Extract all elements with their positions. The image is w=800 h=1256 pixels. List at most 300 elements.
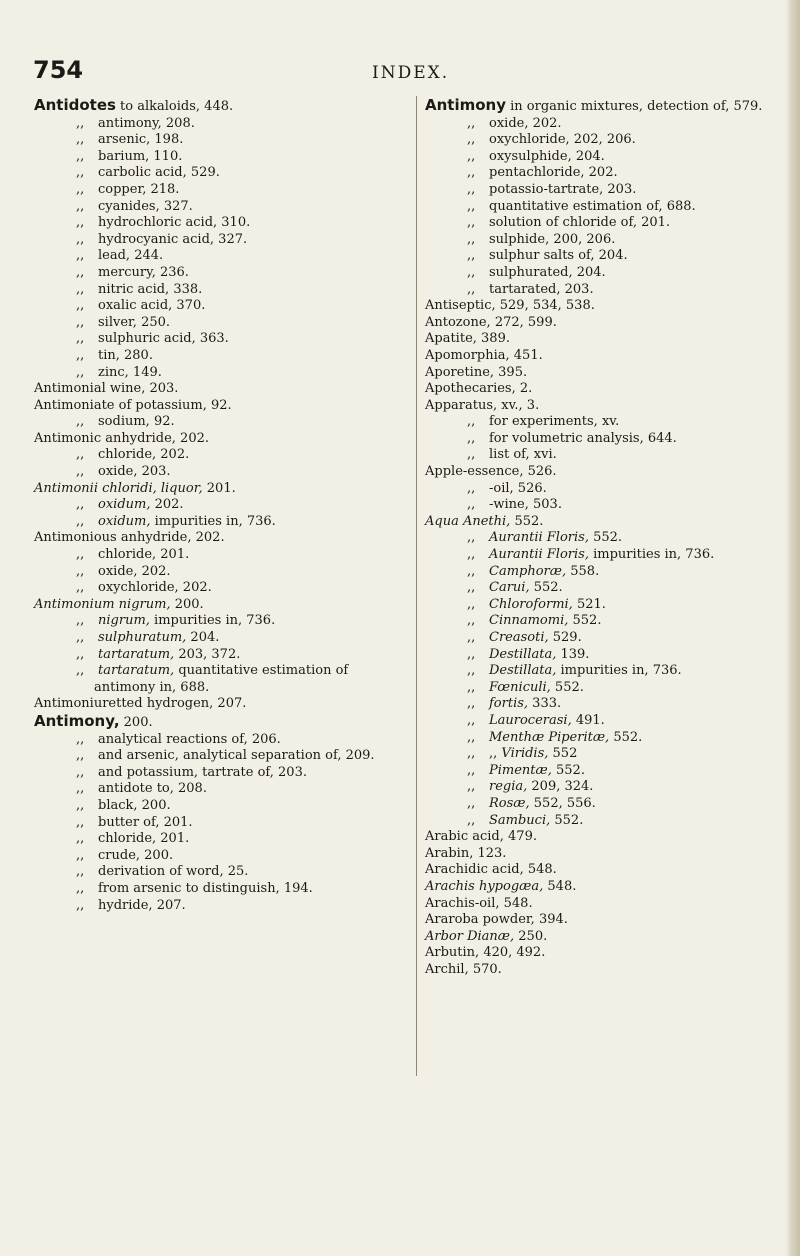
entry-text: 529. bbox=[548, 630, 582, 645]
index-subentry bbox=[425, 647, 800, 664]
entry-text: 552. bbox=[551, 762, 585, 778]
entry-text: hydrochloric acid, 310. bbox=[98, 215, 251, 231]
entry-text: Antiseptic, 529, 534, 538. bbox=[425, 298, 595, 314]
ditto-mark: ,, bbox=[467, 547, 476, 563]
entry-text: chloride, 201. bbox=[98, 547, 190, 563]
ditto-mark: ,, bbox=[76, 414, 85, 430]
index-subentry bbox=[34, 497, 409, 514]
entry-text: Arachis-oil, 548. bbox=[425, 895, 533, 911]
entry-text: and arsenic, analytical separation of, 209. bbox=[98, 748, 375, 764]
entry-text: oxide, 202. bbox=[98, 563, 171, 579]
entry-text: Antimoniate of potassium, 92. bbox=[34, 397, 232, 413]
entry-text: oxide, 202. bbox=[489, 115, 562, 131]
index-subentry bbox=[425, 713, 800, 730]
index-subentry bbox=[425, 116, 800, 133]
entry-text: potassio-tartrate, 203. bbox=[489, 181, 637, 197]
index-entry bbox=[34, 481, 409, 498]
entry-text: pentachloride, 202. bbox=[489, 165, 618, 181]
ditto-mark: ,, bbox=[467, 198, 476, 214]
index-subentry bbox=[425, 630, 800, 647]
index-subentry bbox=[425, 746, 800, 763]
entry-text: tartaratum, bbox=[98, 646, 175, 662]
ditto-mark: ,, bbox=[467, 812, 476, 828]
entry-text: oxychloride, 202. bbox=[98, 580, 212, 596]
entry-text: Cinnamomi, bbox=[489, 613, 569, 629]
ditto-mark: ,, bbox=[76, 864, 85, 880]
index-subentry bbox=[34, 447, 409, 464]
index-subentry bbox=[425, 182, 800, 199]
ditto-mark: ,, bbox=[76, 497, 85, 513]
ditto-mark: ,, bbox=[467, 447, 476, 463]
index-subentry bbox=[34, 831, 409, 848]
ditto-mark: ,, bbox=[467, 762, 476, 778]
index-subentry bbox=[34, 315, 409, 332]
index-subentry bbox=[34, 265, 409, 282]
entry-text: cyanides, 327. bbox=[98, 198, 193, 214]
ditto-mark: ,, bbox=[76, 646, 85, 662]
entry-text: copper, 218. bbox=[98, 181, 180, 197]
index-subentry bbox=[425, 165, 800, 182]
entry-text: in organic mixtures, detection of, 579. bbox=[506, 99, 763, 114]
index-entry bbox=[425, 945, 800, 962]
index-subentry bbox=[34, 647, 409, 664]
entry-text: 200. bbox=[119, 714, 153, 730]
entry-text: fortis, bbox=[489, 696, 529, 712]
index-entry bbox=[425, 97, 800, 116]
entry-text: 552. bbox=[550, 812, 584, 828]
index-entry bbox=[425, 829, 800, 846]
index-entry bbox=[425, 365, 800, 382]
index-subentry bbox=[34, 748, 409, 765]
ditto-mark: ,, bbox=[76, 630, 85, 645]
ditto-mark: ,, bbox=[467, 215, 476, 231]
index-entry bbox=[34, 597, 409, 614]
entry-text: 552 bbox=[548, 746, 578, 762]
index-subentry bbox=[425, 547, 800, 564]
entry-text: lead, 244. bbox=[98, 248, 164, 264]
index-subentry bbox=[34, 781, 409, 798]
entry-text: Destillata, bbox=[489, 663, 557, 679]
ditto-mark: ,, bbox=[76, 613, 85, 629]
index-subentry bbox=[34, 116, 409, 133]
entry-text: 203, 372. bbox=[174, 646, 241, 662]
entry-text: impurities in, 736. bbox=[150, 513, 276, 529]
ditto-mark: ,, bbox=[467, 281, 476, 297]
entry-text: 202. bbox=[150, 497, 184, 513]
index-entry bbox=[425, 896, 800, 913]
entry-text: Archil, 570. bbox=[425, 961, 502, 977]
entry-text: to alkaloids, 448. bbox=[115, 99, 234, 114]
ditto-mark: ,, bbox=[76, 181, 85, 197]
ditto-mark: ,, bbox=[76, 781, 85, 797]
ditto-mark: ,, bbox=[76, 264, 85, 280]
ditto-mark: ,, bbox=[467, 430, 476, 446]
index-entry bbox=[425, 514, 800, 531]
entry-text: Arbor Dianæ, bbox=[425, 928, 515, 944]
entry-text: Antimony bbox=[425, 96, 506, 114]
entry-text: Arabic acid, 479. bbox=[425, 829, 537, 845]
entry-text: Apparatus, xv., 3. bbox=[425, 397, 540, 413]
entry-text: ,, bbox=[489, 746, 502, 762]
entry-text: sulphur salts of, 204. bbox=[489, 248, 628, 264]
ditto-mark: ,, bbox=[76, 148, 85, 164]
index-subentry bbox=[34, 898, 409, 915]
index-entry bbox=[34, 398, 409, 415]
ditto-mark: ,, bbox=[76, 748, 85, 764]
ditto-mark: ,, bbox=[467, 613, 476, 629]
ditto-mark: ,, bbox=[467, 630, 476, 645]
index-subentry bbox=[34, 248, 409, 265]
entry-text: crude, 200. bbox=[98, 847, 174, 863]
index-subentry bbox=[34, 464, 409, 481]
entry-text: oxide, 203. bbox=[98, 464, 171, 480]
index-subentry bbox=[34, 298, 409, 315]
index-subentry bbox=[425, 431, 800, 448]
entry-text: impurities in, 736. bbox=[556, 663, 682, 679]
ditto-mark: ,, bbox=[76, 447, 85, 463]
entry-text: nigrum, bbox=[98, 613, 150, 629]
index-entry bbox=[425, 381, 800, 398]
page-title: INDEX. bbox=[372, 63, 450, 83]
index-subentry bbox=[34, 798, 409, 815]
index-subentry bbox=[34, 182, 409, 199]
index-subentry bbox=[34, 663, 409, 696]
index-entry bbox=[34, 431, 409, 448]
index-subentry bbox=[425, 564, 800, 581]
entry-text: tin, 280. bbox=[98, 347, 153, 363]
index-subentry bbox=[34, 864, 409, 881]
entry-text: 204. bbox=[186, 630, 220, 645]
ditto-mark: ,, bbox=[76, 132, 85, 148]
ditto-mark: ,, bbox=[467, 248, 476, 264]
entry-text: 552. bbox=[510, 513, 544, 529]
ditto-mark: ,, bbox=[76, 731, 85, 747]
index-entry bbox=[425, 912, 800, 929]
entry-text: mercury, 236. bbox=[98, 264, 189, 280]
entry-text: from arsenic to distinguish, 194. bbox=[98, 880, 313, 896]
index-subentry bbox=[34, 414, 409, 431]
ditto-mark: ,, bbox=[467, 181, 476, 197]
ditto-mark: ,, bbox=[467, 231, 476, 247]
ditto-mark: ,, bbox=[467, 712, 476, 728]
entry-text: 521. bbox=[572, 596, 606, 612]
index-subentry bbox=[425, 215, 800, 232]
entry-text: 552. bbox=[529, 580, 563, 596]
index-subentry bbox=[34, 630, 409, 647]
index-subentry bbox=[425, 796, 800, 813]
index-entry bbox=[425, 464, 800, 481]
ditto-mark: ,, bbox=[467, 115, 476, 131]
index-entry bbox=[34, 696, 409, 713]
entry-text: impurities in, 736. bbox=[149, 613, 276, 629]
entry-text: -oil, 526. bbox=[489, 480, 547, 496]
entry-text: Pimentæ, bbox=[489, 762, 552, 778]
ditto-mark: ,, bbox=[76, 115, 85, 131]
index-subentry bbox=[425, 663, 800, 680]
left-column bbox=[34, 97, 409, 914]
ditto-mark: ,, bbox=[76, 215, 85, 231]
entry-text: hydrocyanic acid, 327. bbox=[98, 231, 248, 247]
index-subentry bbox=[34, 165, 409, 182]
entry-text: Chloroformi, bbox=[489, 596, 573, 612]
index-subentry bbox=[425, 730, 800, 747]
entry-text: black, 200. bbox=[98, 797, 171, 813]
ditto-mark: ,, bbox=[76, 764, 85, 780]
entry-text: Antimonii chloridi, liquor, bbox=[34, 480, 203, 496]
ditto-mark: ,, bbox=[76, 513, 85, 529]
entry-text: Apomorphia, 451. bbox=[425, 347, 543, 363]
entry-text: sulphuric acid, 363. bbox=[98, 331, 229, 347]
ditto-mark: ,, bbox=[467, 729, 476, 745]
entry-text: 139. bbox=[556, 646, 590, 662]
entry-text: Araroba powder, 394. bbox=[425, 912, 568, 928]
index-subentry bbox=[34, 199, 409, 216]
ditto-mark: ,, bbox=[467, 596, 476, 612]
index-subentry bbox=[425, 763, 800, 780]
entry-text: oxysulphide, 204. bbox=[489, 148, 605, 164]
entry-text: -wine, 503. bbox=[489, 497, 562, 513]
entry-text: Antozone, 272, 599. bbox=[425, 314, 557, 330]
entry-text: 552. bbox=[609, 729, 643, 745]
entry-text: Apatite, 389. bbox=[425, 331, 510, 347]
ditto-mark: ,, bbox=[467, 148, 476, 164]
entry-text: 209, 324. bbox=[527, 779, 594, 795]
entry-text: Menthæ Piperitæ, bbox=[489, 729, 610, 745]
ditto-mark: ,, bbox=[76, 198, 85, 214]
index-subentry bbox=[34, 348, 409, 365]
ditto-mark: ,, bbox=[76, 298, 85, 314]
index-entry bbox=[425, 862, 800, 879]
ditto-mark: ,, bbox=[76, 663, 85, 679]
entry-text: derivation of word, 25. bbox=[98, 864, 249, 880]
ditto-mark: ,, bbox=[467, 646, 476, 662]
index-subentry bbox=[425, 149, 800, 166]
index-subentry bbox=[425, 132, 800, 149]
index-subentry bbox=[34, 282, 409, 299]
ditto-mark: ,, bbox=[76, 364, 85, 380]
entry-text: oxidum, bbox=[98, 513, 151, 529]
index-subentry bbox=[34, 815, 409, 832]
index-subentry bbox=[34, 580, 409, 597]
ditto-mark: ,, bbox=[76, 331, 85, 347]
index-subentry bbox=[425, 696, 800, 713]
index-entry bbox=[425, 962, 800, 979]
index-entry bbox=[425, 879, 800, 896]
entry-text: 552. bbox=[550, 679, 584, 695]
index-subentry bbox=[34, 881, 409, 898]
entry-text: antimony, 208. bbox=[98, 115, 195, 131]
index-subentry bbox=[34, 365, 409, 382]
entry-text: barium, 110. bbox=[98, 148, 183, 164]
ditto-mark: ,, bbox=[467, 480, 476, 496]
index-subentry bbox=[425, 497, 800, 514]
index-subentry bbox=[34, 547, 409, 564]
entry-text: Arachidic acid, 548. bbox=[425, 862, 557, 878]
entry-text: Aqua Anethi, bbox=[425, 513, 511, 529]
entry-text: Carui, bbox=[489, 580, 530, 596]
ditto-mark: ,, bbox=[76, 281, 85, 297]
entry-text: Apple-essence, 526. bbox=[425, 464, 557, 480]
page-number: 754 bbox=[33, 56, 84, 84]
entry-text: 333. bbox=[528, 696, 562, 712]
ditto-mark: ,, bbox=[467, 530, 476, 546]
ditto-mark: ,, bbox=[76, 248, 85, 264]
index-subentry bbox=[425, 530, 800, 547]
entry-text: Sambuci, bbox=[489, 812, 551, 828]
index-subentry bbox=[425, 613, 800, 630]
index-subentry bbox=[425, 481, 800, 498]
entry-text: Rosæ, bbox=[489, 795, 530, 811]
index-entry bbox=[34, 381, 409, 398]
ditto-mark: ,, bbox=[467, 795, 476, 811]
ditto-mark: ,, bbox=[467, 679, 476, 695]
entry-text: carbolic acid, 529. bbox=[98, 165, 220, 181]
ditto-mark: ,, bbox=[467, 663, 476, 679]
entry-text: list of, xvi. bbox=[489, 447, 557, 463]
ditto-mark: ,, bbox=[76, 563, 85, 579]
index-entry bbox=[34, 713, 409, 732]
index-subentry bbox=[425, 779, 800, 796]
index-subentry bbox=[425, 282, 800, 299]
ditto-mark: ,, bbox=[467, 132, 476, 148]
entry-text: quantitative estimation of, 688. bbox=[489, 198, 696, 214]
entry-text: Antimonious anhydride, 202. bbox=[34, 530, 225, 546]
index-subentry bbox=[34, 564, 409, 581]
index-entry bbox=[34, 97, 409, 116]
entry-text: silver, 250. bbox=[98, 314, 171, 330]
entry-text: 552. bbox=[588, 530, 623, 546]
ditto-mark: ,, bbox=[467, 779, 476, 795]
index-subentry bbox=[425, 414, 800, 431]
ditto-mark: ,, bbox=[467, 746, 476, 762]
entry-text: Arbutin, 420, 492. bbox=[425, 945, 546, 961]
ditto-mark: ,, bbox=[76, 880, 85, 896]
index-subentry bbox=[425, 232, 800, 249]
index-entry bbox=[425, 929, 800, 946]
entry-text: 200. bbox=[170, 596, 204, 612]
ditto-mark: ,, bbox=[467, 696, 476, 712]
entry-text: tartaratum, bbox=[98, 663, 175, 679]
entry-text: quantitative estimation of antimony in, 688. bbox=[94, 663, 349, 695]
entry-text: sulphurated, 204. bbox=[489, 264, 606, 280]
entry-text: chloride, 202. bbox=[98, 447, 190, 463]
ditto-mark: ,, bbox=[76, 831, 85, 847]
ditto-mark: ,, bbox=[76, 797, 85, 813]
ditto-mark: ,, bbox=[467, 264, 476, 280]
index-subentry bbox=[34, 765, 409, 782]
index-entry bbox=[425, 298, 800, 315]
index-subentry bbox=[425, 265, 800, 282]
entry-text: Fœniculi, bbox=[489, 679, 551, 695]
entry-text: Antimonial wine, 203. bbox=[34, 381, 179, 397]
entry-text: nitric acid, 338. bbox=[98, 281, 203, 297]
index-subentry bbox=[425, 680, 800, 697]
entry-text: sulphide, 200, 206. bbox=[489, 231, 616, 247]
entry-text: impurities in, 736. bbox=[588, 547, 715, 563]
index-entry bbox=[425, 315, 800, 332]
entry-text: Aporetine, 395. bbox=[425, 364, 528, 380]
index-subentry bbox=[34, 613, 409, 630]
ditto-mark: ,, bbox=[76, 347, 85, 363]
ditto-mark: ,, bbox=[76, 231, 85, 247]
entry-text: regia, bbox=[489, 779, 528, 795]
index-subentry bbox=[34, 848, 409, 865]
entry-text: tartarated, 203. bbox=[489, 281, 594, 297]
entry-text: 548. bbox=[543, 878, 577, 894]
index-subentry bbox=[34, 149, 409, 166]
entry-text: Antidotes bbox=[34, 96, 116, 114]
entry-text: arsenic, 198. bbox=[98, 132, 184, 148]
entry-text: Creasoti, bbox=[489, 630, 549, 645]
entry-text: butter of, 201. bbox=[98, 814, 193, 830]
right-column bbox=[425, 97, 800, 978]
entry-text: solution of chloride of, 201. bbox=[489, 215, 671, 231]
entry-text: 552, 556. bbox=[529, 795, 596, 811]
ditto-mark: ,, bbox=[76, 580, 85, 596]
entry-text: zinc, 149. bbox=[98, 364, 162, 380]
entry-text: sulphuratum, bbox=[98, 630, 187, 645]
ditto-mark: ,, bbox=[467, 414, 476, 430]
index-subentry bbox=[34, 132, 409, 149]
entry-text: Aurantii Floris, bbox=[489, 530, 589, 546]
entry-text: 201. bbox=[202, 480, 236, 496]
column-divider bbox=[416, 96, 417, 1076]
entry-text: Antimoniuretted hydrogen, 207. bbox=[34, 696, 247, 712]
index-subentry bbox=[34, 232, 409, 249]
entry-text: for experiments, xv. bbox=[489, 414, 620, 430]
index-subentry bbox=[425, 813, 800, 830]
entry-text: Arabin, 123. bbox=[425, 845, 507, 861]
index-subentry bbox=[34, 331, 409, 348]
ditto-mark: ,, bbox=[76, 464, 85, 480]
index-subentry bbox=[425, 248, 800, 265]
entry-text: Laurocerasi, bbox=[489, 712, 572, 728]
ditto-mark: ,, bbox=[76, 814, 85, 830]
entry-text: sodium, 92. bbox=[98, 414, 175, 430]
ditto-mark: ,, bbox=[76, 897, 85, 913]
index-subentry bbox=[425, 597, 800, 614]
entry-text: Aurantii Floris, bbox=[489, 547, 589, 563]
index-subentry bbox=[425, 580, 800, 597]
ditto-mark: ,, bbox=[76, 165, 85, 181]
entry-text: Antimony, bbox=[34, 711, 120, 730]
entry-text: Destillata, bbox=[489, 646, 557, 662]
index-entry bbox=[34, 530, 409, 547]
entry-text: Antimonium nigrum, bbox=[34, 596, 171, 612]
entry-text: oxychloride, 202, 206. bbox=[489, 132, 636, 148]
ditto-mark: ,, bbox=[467, 165, 476, 181]
index-subentry bbox=[34, 215, 409, 232]
entry-text: 558. bbox=[566, 563, 600, 579]
entry-text: for volumetric analysis, 644. bbox=[489, 430, 677, 446]
entry-text: and potassium, tartrate of, 203. bbox=[98, 764, 307, 780]
index-subentry bbox=[425, 199, 800, 216]
ditto-mark: ,, bbox=[76, 314, 85, 330]
entry-text: oxidum, bbox=[98, 497, 151, 513]
entry-text: Apothecaries, 2. bbox=[425, 381, 533, 397]
ditto-mark: ,, bbox=[76, 847, 85, 863]
index-entry bbox=[425, 331, 800, 348]
entry-text: Camphoræ, bbox=[489, 563, 567, 579]
index-subentry bbox=[34, 514, 409, 531]
entry-text: hydride, 207. bbox=[98, 897, 186, 913]
entry-text: Arachis hypogæa, bbox=[425, 878, 544, 894]
index-subentry bbox=[425, 447, 800, 464]
index-subentry bbox=[34, 732, 409, 749]
entry-text: oxalic acid, 370. bbox=[98, 298, 206, 314]
entry-text: analytical reactions of, 206. bbox=[98, 731, 281, 747]
index-entry bbox=[425, 846, 800, 863]
